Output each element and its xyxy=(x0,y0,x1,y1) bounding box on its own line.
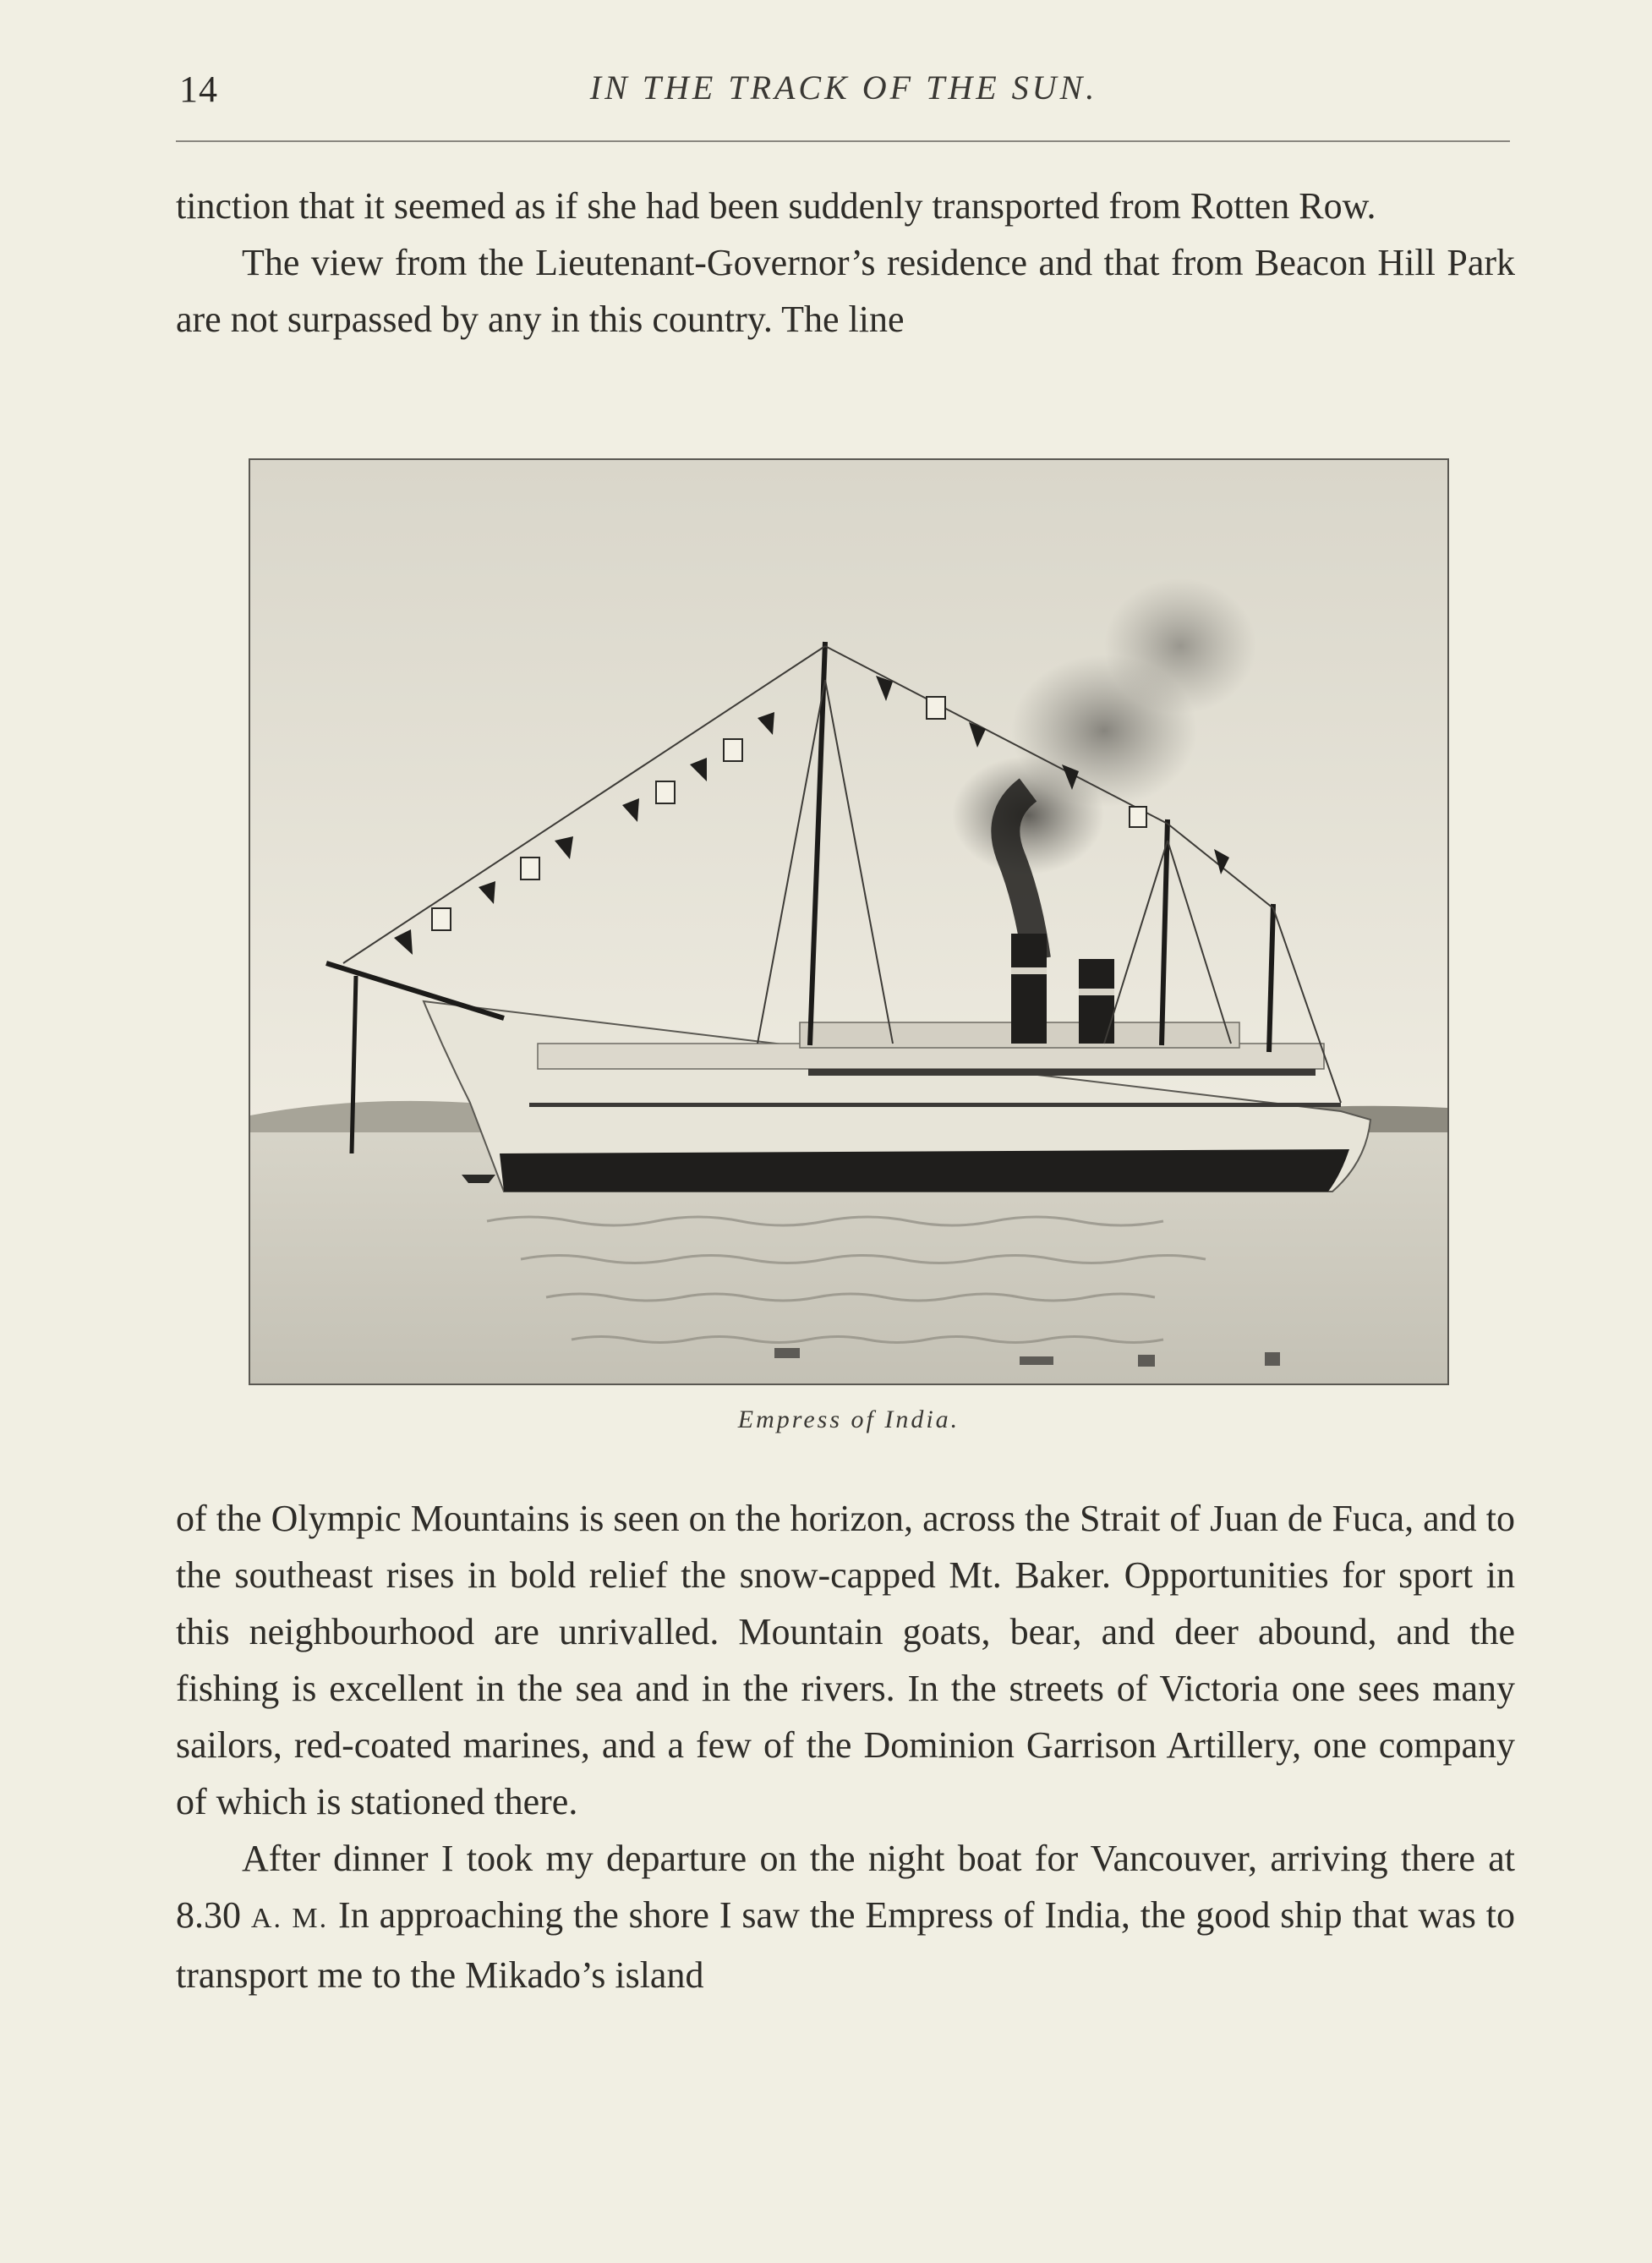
body-text-top xyxy=(176,178,1515,348)
steamship-photograph-icon xyxy=(250,460,1447,1384)
departure-text-end: In approaching the shore I saw the Empress of India, the good ship that was to transport me to the Mikado’s island xyxy=(176,1894,1516,1996)
paragraph-olympic: of the Olympic Mountains is seen on the horizon, across the Strait of Juan de Fuca, and to the southeast rises in bold relief the snow-capped Mt. Baker. Opportunities for sport in this neighbourhood are unrivalled. Mountain goats, bear, and deer abound, and the fishing is excellent in the sea and in the rivers. In the streets of Victoria one sees many sailors, red-coated marines, and a few of the Dominion Garrison Artillery, one company of which is stationed there. xyxy=(176,1498,1515,1822)
body-text-bottom xyxy=(176,1490,1515,2003)
running-head xyxy=(176,61,1512,112)
figure-caption: Empress of India. xyxy=(737,1405,960,1433)
paragraph-continuation: tinction that it seemed as if she had been suddenly transported from Rotten Row. xyxy=(176,185,1376,227)
paragraph-view: The view from the Lieutenant-Governor’s residence and that from Beacon Hill Park are not surpassed by any in this country. The line xyxy=(176,242,1515,340)
time-abbrev: A. M. xyxy=(250,1903,329,1934)
paragraph-departure xyxy=(176,1830,1515,2003)
page-number: 14 xyxy=(179,68,218,110)
running-title: IN THE TRACK OF THE SUN. xyxy=(589,68,1098,107)
header-rule xyxy=(176,140,1510,142)
ship-photograph xyxy=(249,458,1449,1385)
departure-text-start: After dinner I took my departure on the night boat for Vancouver, arriving there at 8.30 xyxy=(176,1838,1515,1936)
